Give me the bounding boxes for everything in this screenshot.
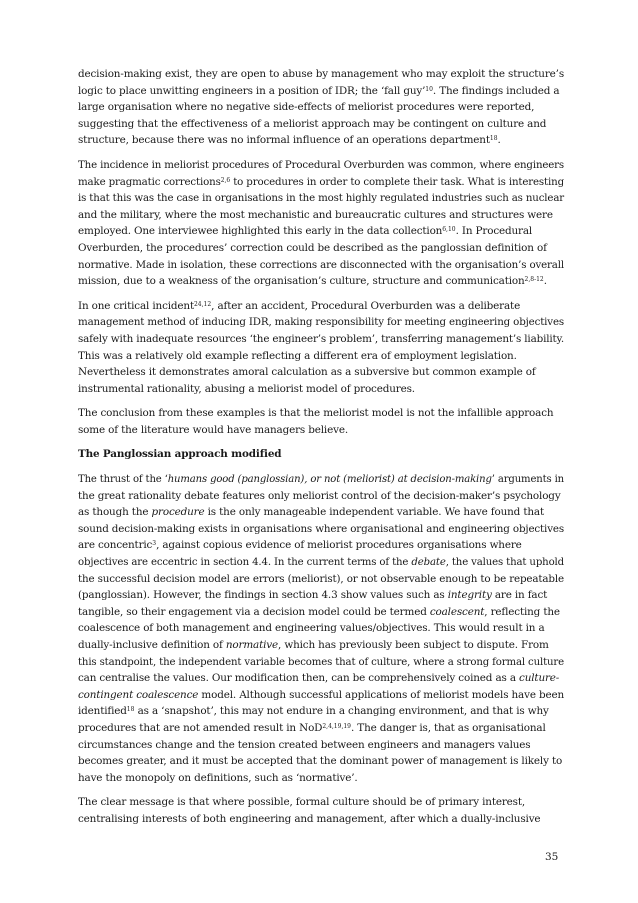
paragraph — [78, 405, 564, 438]
italic-text: humans good (panglossian), or not (meliorist) at decision-making — [167, 473, 492, 486]
citation-superscript: 24,12 — [193, 300, 212, 308]
text-line — [78, 207, 564, 224]
text-line — [78, 521, 564, 538]
text-run: is that this was the case in organisations in the most highly regulated industries such as nuclear — [78, 192, 565, 205]
text-run: . — [497, 134, 501, 147]
text-run: dually-inclusive definition of — [78, 639, 226, 651]
citation-superscript: 18 — [489, 135, 498, 143]
paragraph — [78, 157, 564, 290]
citation-superscript: 3 — [152, 540, 157, 548]
text-run: instrumental rationality, abusing a meliorist model of procedures. — [78, 382, 415, 395]
text-line — [78, 753, 564, 770]
text-run: employed. One interviewee highlighted this early in the data collection — [78, 225, 443, 238]
text-run: , after an accident, Procedural Overburden was a deliberate — [211, 299, 521, 312]
text-line — [78, 83, 564, 100]
text-line — [78, 348, 564, 365]
text-run: structure, because there was no informal influence of an operations department — [78, 134, 490, 147]
text-line — [78, 794, 564, 811]
citation-superscript: 2,4,19,19 — [322, 722, 351, 730]
text-run: , reflecting the — [484, 605, 560, 618]
italic-text: normative — [225, 639, 279, 651]
citation-superscript: 6,10 — [442, 226, 456, 234]
text-line — [78, 190, 565, 207]
page-number: 35 — [545, 851, 559, 863]
text-run: (panglossian). However, the findings in section 4.3 show values such as — [78, 589, 448, 602]
text-run: . In Procedural — [455, 225, 533, 238]
text-line — [78, 381, 564, 398]
text-line — [78, 116, 564, 133]
text-run: management method of inducing IDR, making responsibility for meeting engineering objectives — [78, 316, 565, 329]
text-run: the successful decision model are errors (meliorist), or not observable enough to be repeatable — [78, 572, 565, 585]
page-body — [78, 66, 564, 836]
text-run: The thrust of the ‘ — [78, 473, 168, 486]
text-run: suggesting that the effectiveness of a meliorist approach may be contingent on culture and — [78, 117, 547, 130]
text-line — [78, 257, 565, 274]
text-run: are concentric — [78, 539, 153, 552]
text-line — [78, 157, 565, 174]
text-line — [78, 99, 564, 116]
text-line — [78, 637, 564, 654]
text-line — [78, 223, 564, 240]
italic-text: contingent coalescence — [78, 688, 199, 701]
text-line — [78, 298, 564, 315]
text-run: The incidence in meliorist procedures of Procedural Overburden was common, where engineers — [78, 158, 565, 171]
text-line — [78, 770, 564, 787]
italic-text: procedure — [151, 506, 205, 519]
text-run: some of the literature would have managers believe. — [78, 423, 348, 436]
text-run: , against copious evidence of meliorist procedures organisations where — [156, 539, 522, 552]
text-line — [78, 620, 564, 637]
text-run: tangible, so their engagement via a decision model could be termed — [78, 605, 430, 618]
text-run: large organisation where no negative side-effects of meliorist procedures were reported, — [78, 101, 535, 114]
text-line — [78, 737, 564, 754]
text-line — [78, 604, 564, 621]
text-run: to procedures in order to complete their task. What is interesting — [230, 175, 565, 188]
text-run: centralising interests of both engineering and management, after which a dually-inclusive — [78, 812, 541, 825]
italic-text: integrity — [447, 589, 492, 602]
paragraph — [78, 66, 564, 149]
paragraphs-after-heading — [78, 471, 564, 827]
text-run: model. Although successful applications of meliorist models have been — [198, 688, 565, 701]
text-run: . The danger is, that as organisational — [351, 721, 546, 734]
text-run: logic to place unwitting engineers in a position of IDR; the ‘fall guy’ — [78, 84, 426, 97]
text-run: this standpoint, the independent variable becomes that of culture, where a strong formal culture — [78, 655, 564, 668]
text-run: The clear message is that where possible, formal culture should be of primary interest, — [78, 796, 526, 809]
text-run: This was a relatively old example reflecting a different era of employment legislation. — [78, 349, 517, 362]
text-run: becomes greater, and it must be accepted that the dominant power of management is likely to — [78, 755, 563, 768]
text-run: Overburden, the procedures’ correction could be described as the panglossian definition of — [78, 241, 547, 254]
citation-superscript: 10 — [425, 85, 433, 93]
text-line — [78, 670, 564, 687]
text-line — [78, 654, 564, 671]
text-run: Nevertheless it demonstrates amoral calculation as a subversive but common example of — [78, 366, 536, 379]
text-line — [78, 687, 564, 704]
text-run: ’ arguments in — [491, 473, 564, 486]
text-run: as though the — [78, 506, 152, 519]
text-line — [78, 405, 564, 422]
text-line — [78, 720, 564, 737]
text-run: coalescence of both management and engineering values/objectives. This would result in a — [78, 622, 545, 635]
text-run: . The findings included a — [432, 84, 560, 97]
text-run: identified — [78, 705, 127, 718]
text-run: , which has previously been subject to dispute. From — [278, 639, 549, 651]
italic-text: coalescent — [429, 605, 485, 618]
text-run: have the monopoly on definitions, such as ‘normative’. — [78, 771, 358, 784]
text-run: , the values that uphold — [445, 556, 565, 569]
text-line — [78, 488, 564, 505]
text-line — [78, 471, 564, 488]
citation-superscript: 2,6 — [220, 176, 231, 184]
text-line — [78, 587, 564, 604]
text-run: are in fact — [491, 589, 548, 602]
text-run: The conclusion from these examples is that the meliorist model is not the infallible approach — [78, 407, 554, 420]
text-line — [78, 422, 564, 439]
paragraph — [78, 298, 564, 398]
text-run: as a ‘snapshot’, this may not endure in a changing environment, and that is why — [134, 705, 549, 718]
text-run: safely with inadequate resources ‘the engineer’s problem’, transferring management’s liability. — [78, 332, 564, 345]
citation-superscript: 2,8-12 — [524, 276, 544, 284]
text-run: is the only manageable independent variable. We have found that — [204, 506, 544, 519]
text-line — [78, 537, 564, 554]
text-run: objectives are eccentric in section 4.4. In the current terms of the — [78, 556, 412, 569]
paragraph — [78, 794, 564, 827]
text-run: and the military, where the most mechanistic and bureaucratic cultures and structures were — [78, 208, 553, 221]
text-run: the great rationality debate features only meliorist control of the decision-maker’s psychology — [78, 489, 561, 502]
italic-text: debate — [411, 556, 446, 569]
text-run: decision-making exist, they are open to abuse by management who may exploit the structure’s — [78, 68, 565, 80]
text-line — [78, 703, 564, 720]
text-run: circumstances change and the tension created between engineers and managers values — [78, 738, 531, 751]
text-line — [78, 66, 564, 83]
text-run: sound decision-making exists in organisations where organisational and engineering objectives — [78, 522, 564, 535]
text-line — [78, 273, 564, 290]
text-line — [78, 811, 564, 828]
paragraph — [78, 471, 564, 786]
text-line — [78, 132, 564, 149]
text-run: normative. Made in isolation, these corrections are disconnected with the organisation’s overall — [78, 258, 565, 271]
text-run: procedures that are not amended result in NoD — [78, 721, 323, 734]
text-line — [78, 504, 564, 521]
text-line — [78, 314, 565, 331]
text-line — [78, 554, 565, 571]
section-heading: The Panglossian approach modified — [78, 448, 282, 461]
text-line — [78, 364, 564, 381]
text-line — [78, 571, 565, 588]
text-run: make pragmatic corrections — [78, 175, 221, 188]
text-line — [78, 240, 564, 257]
text-line — [78, 174, 565, 191]
paragraphs-before-heading — [78, 66, 564, 438]
text-line — [78, 331, 564, 348]
text-run: can centralise the values. Our modification then, can be comprehensively coined as a — [78, 672, 520, 685]
text-run: In one critical incident — [78, 299, 194, 312]
text-run: mission, due to a weakness of the organisation’s culture, structure and communication — [78, 275, 525, 288]
text-run: . — [543, 275, 547, 288]
citation-superscript: 18 — [126, 706, 135, 714]
italic-text: culture- — [519, 672, 560, 685]
